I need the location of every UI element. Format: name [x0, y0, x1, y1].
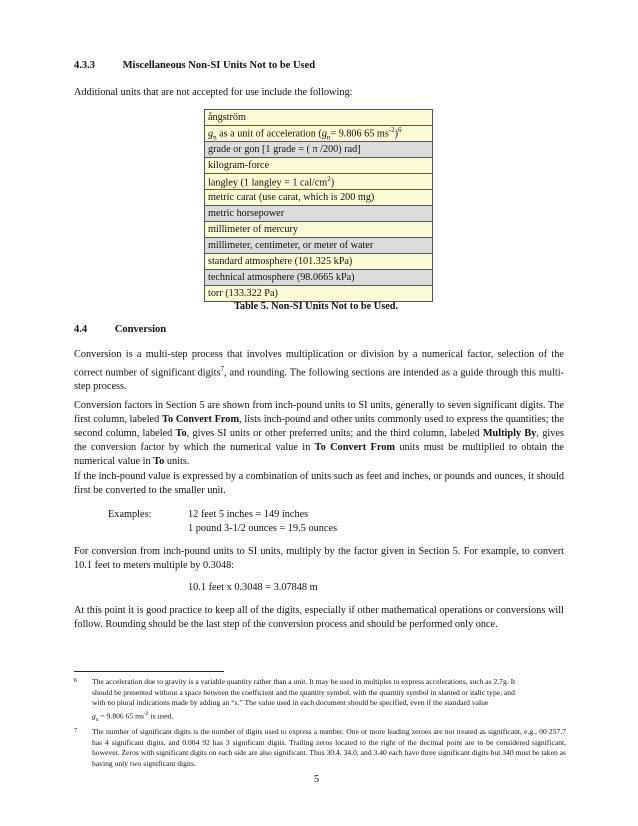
section-title: Miscellaneous Non-SI Units Not to be Used [122, 60, 316, 71]
table-caption: Table 5. Non-SI Units Not to be Used. [234, 301, 399, 312]
table-cell [205, 174, 433, 190]
bold-term: To [153, 456, 165, 467]
cell-text: technical atmosphere (98.0665 kPa) [208, 272, 355, 284]
cell-text: grade or gon [1 grade = ( π /200) rad] [208, 144, 361, 156]
paragraph-conversion-example: For conversion from inch-pound units to SI units, multiply by the factor given in Section 5. For example, to convert 10.1 feet to meters multiple by 0.3048: [74, 546, 564, 571]
examples-label: Examples: [108, 509, 152, 520]
cell-text: as a unit of acceleration ( [216, 128, 322, 140]
table-row [205, 142, 433, 158]
cell-text: millimeter of mercury [208, 224, 298, 236]
intro-text: Additional units that are not accepted for use include the following: [74, 87, 353, 98]
section-title: Conversion [114, 324, 167, 335]
table-cell [205, 286, 433, 302]
symbol-g: g [92, 711, 96, 721]
text: , gives SI units or other preferred units; and the third column, labeled [186, 428, 483, 439]
section-4-4-heading [74, 324, 166, 335]
table-cell [205, 254, 433, 270]
footnote-ref-6: 6 [398, 126, 402, 134]
footnote-divider [74, 671, 224, 672]
footnote-6 [92, 677, 566, 725]
cell-text: ) [330, 177, 335, 189]
table-cell [205, 206, 433, 222]
text: units must be multiplied to obtain the numerical value in [74, 442, 564, 467]
non-si-units-table [204, 109, 433, 302]
bold-term: To [175, 428, 187, 439]
table-row [205, 286, 433, 302]
table-cell [205, 190, 433, 206]
example-line-1: 12 feet 5 inches = 149 inches [188, 509, 309, 520]
superscript: -2 [388, 126, 395, 134]
bold-term: To Convert From [162, 414, 240, 425]
cell-text: torr (133.322 Pa) [208, 288, 278, 300]
conversion-equation: 10.1 feet x 0.3048 = 3.07848 m [188, 582, 318, 593]
text: units. [164, 456, 190, 467]
section-4-3-3-heading [74, 60, 315, 71]
table-row [205, 206, 433, 222]
paragraph-conversion-factors [74, 399, 564, 469]
table-cell [205, 110, 433, 126]
paragraph-combination-units: If the inch-pound value is expressed by a combination of units such as feet and inches, or pounds and ounces, it should first be converted to the smaller unit. [74, 471, 564, 496]
text: Conversion is a multi-step process that involves multiplication or division by a numerical factor, selection of the correct number of significant digits [74, 349, 564, 379]
cell-text: langley (1 langley = 1 cal/cm [208, 177, 328, 189]
text: = 9.806 65 ms [98, 711, 144, 721]
subscript: n [213, 133, 217, 142]
table-row [205, 126, 433, 142]
section-number: 4.4 [74, 324, 88, 335]
text: , and rounding. The following sections are intended as a guide through this multi-step process. [74, 367, 564, 393]
section-number: 4.3.3 [74, 60, 95, 71]
table-cell [205, 126, 433, 142]
symbol-g: g [208, 128, 214, 140]
table-cell [205, 238, 433, 254]
text: , gives the conversion factor by which the numerical value in [74, 428, 564, 453]
cell-text: = 9.806 65 ms [330, 128, 389, 140]
subscript: n [326, 133, 331, 142]
footnote-line: with no plural indications made by adding an “s.” The value used in each document should be specified, even if the standard value [92, 698, 489, 707]
text: Conversion factors in Section 5 are shown from inch-pound units to SI units, generally to seven significant digits. The first column, labeled [74, 400, 564, 425]
footnote-6-mark: 6 [74, 677, 78, 684]
table-cell [205, 142, 433, 158]
cell-text: ) [394, 128, 399, 140]
cell-text: millimeter, centimeter, or meter of water [208, 240, 374, 252]
cell-text: standard atmosphere (101.325 kPa) [208, 256, 353, 268]
table-row [205, 174, 433, 190]
text: is used. [148, 711, 174, 721]
table-cell [205, 158, 433, 174]
paragraph-conversion-intro [74, 348, 564, 394]
example-line-2: 1 pound 3-1/2 ounces = 19.5 ounces [188, 523, 338, 534]
paragraph-rounding: At this point it is good practice to keep all of the digits, especially if other mathematical operations or conversions will follow. Rounding should be the last step of the conversion process and should be performed only once. [74, 605, 564, 630]
table-row [205, 238, 433, 254]
superscript: -2 [143, 710, 149, 717]
table-row [205, 270, 433, 286]
table-cell [205, 270, 433, 286]
cell-text: metric horsepower [208, 208, 285, 220]
footnote-7: The number of significant digits is the number of digits used to express a number. One or more leading zeroes are not treated as significant, e.g., 00 257.7 has 4 significant digits, and 0.004 92 has 3 significant digits. Trailing zeros located to the right of the decimal point are to be considered significant, however. Zeros with significant digits on each side are also significant. Thus 30.4, 34.0, and 3.40 each have three significant digits but 340 must be taken as having only two significant digits. [92, 727, 566, 768]
superscript: 2 [327, 175, 331, 184]
cell-text: kilogram-force [208, 160, 270, 172]
footnote-line: The acceleration due to gravity is a variable quantity rather than a unit. It may be used in multiples to express accelerations, such as 2.7g. It [92, 677, 516, 686]
footnote-ref-7: 7 [220, 365, 225, 373]
cell-text: ångström [208, 112, 246, 123]
footnote-line: should be presented without a space between the coefficient and the quantity symbol, with the quantity symbol in slanted or italic type, and [92, 687, 515, 697]
table-row [205, 158, 433, 174]
table-row [205, 190, 433, 206]
table-row [205, 222, 433, 238]
symbol-g: g [321, 128, 327, 140]
subscript: n [95, 716, 99, 723]
text: , lists inch-pound and other units commonly used to express the quantities; the second column, labeled [74, 414, 565, 439]
cell-text: metric carat (use carat, which is 200 mg) [208, 192, 375, 204]
page-number: 5 [314, 774, 320, 785]
footnote-7-mark: 7 [74, 727, 78, 734]
bold-term: Multiply By [482, 428, 537, 439]
footnote-line [92, 709, 566, 726]
table-row [205, 254, 433, 270]
bold-term: To Convert From [314, 442, 395, 453]
table-cell [205, 222, 433, 238]
table-row [205, 110, 433, 126]
